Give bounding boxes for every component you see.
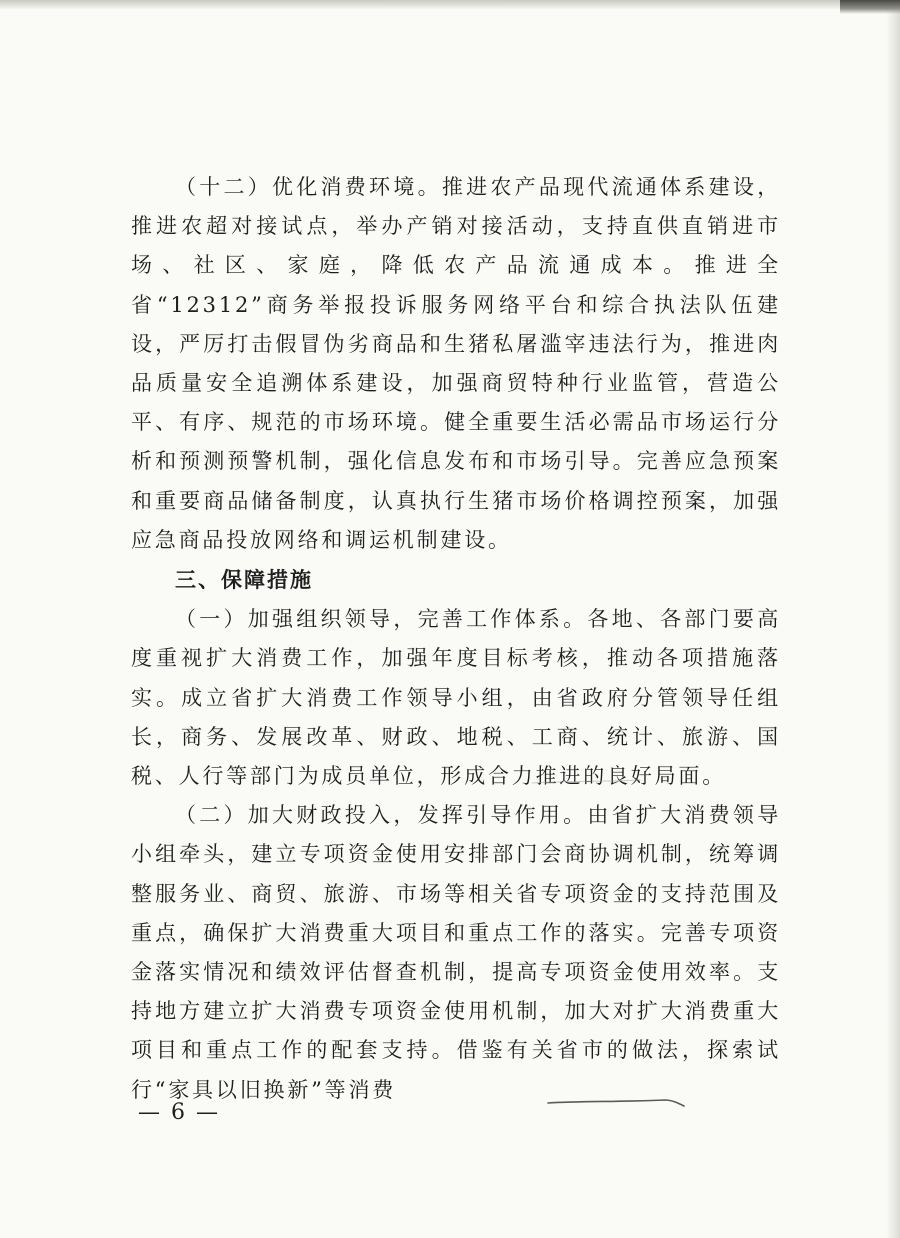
paragraph-body: 由省扩大消费领导小组牵头，建立专项资金使用安排部门会商协调机制，统筹调整服务业、商贸、旅游、市场等相关省专项资金的支持范围及重点，确保扩大消费重大项目和重点工作的落实。完善专项资金落实情况和绩效评估督查机制，提高专项资金使用效率。支持地方建立扩大消费专项资金使用机制，加大对扩大消费重大项目和重点工作的配套支持。借鉴有关省市的做法，探索试行“家具以旧换新”等消费: [131, 803, 781, 1102]
paragraph-body: 推进农产品现代流通体系建设，推进农超对接试点，举办产销对接活动，支持直供直销进市场、社区、家庭，降低农产品流通成本。推进全省“12312”商务举报投诉服务网络平台和综合执法队伍建设，严厉打击假冒伪劣商品和生猪私屠滥宰违法行为，推进肉品质量安全追溯体系建设，加强商贸特种行业监管，营造公平、有序、规范的市场环境。健全重要生活必需品市场运行分析和预测预警机制，强化信息发布和市场引导。完善应急预案和重要商品储备制度，认真执行生猪市场价格调控预案，加强应急商品投放网络和调运机制建设。: [131, 175, 781, 552]
paragraph-lead: （二）加大财政投入，发挥引导作用。: [175, 803, 588, 828]
paragraph-organization-leadership: [131, 600, 781, 796]
scan-shadow-right: [886, 0, 900, 1238]
paragraph-optimize-consumption-environment: [131, 168, 781, 560]
paragraph-body: 各地、各部门要高度重视扩大消费工作，加强年度目标考核，推动各项措施落实。成立省扩大消费工作领导小组，由省政府分管领导任组长，商务、发展改革、财政、地税、工商、统计、旅游、国税、人行等部门为成员单位，形成合力推进的良好局面。: [131, 607, 781, 789]
scan-corner-shadow: [840, 0, 900, 14]
paragraph-fiscal-investment: [131, 796, 781, 1110]
section-heading-safeguards: 三、保障措施: [175, 568, 313, 593]
page-number: — 6 —: [138, 1100, 220, 1125]
scan-shadow-top: [0, 0, 900, 10]
document-body: [131, 168, 781, 1110]
paragraph-lead: （一）加强组织领导，完善工作体系。: [175, 607, 588, 632]
paragraph-lead: （十二）优化消费环境。: [175, 175, 442, 199]
